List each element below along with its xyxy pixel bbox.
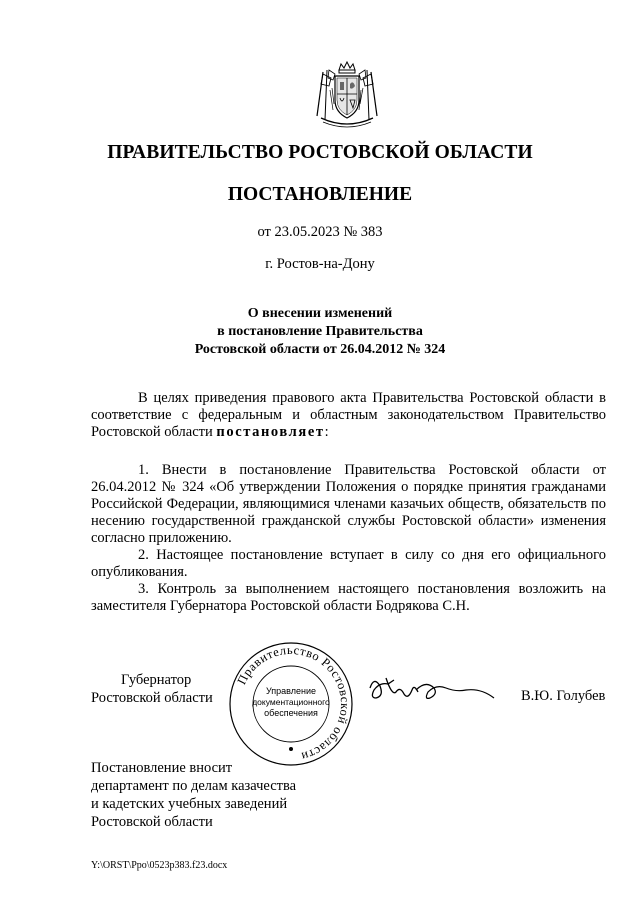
signer-name: В.Ю. Голубев bbox=[521, 688, 606, 704]
handwritten-signature bbox=[366, 668, 498, 710]
subject-line-2: в постановление Правительства bbox=[217, 324, 423, 339]
stamp-inner-line-3: обеспечения bbox=[264, 708, 318, 718]
stamp-inner-line-1: Управление bbox=[265, 686, 317, 696]
position-line-1: Губернатор bbox=[121, 672, 192, 688]
subject-line-1: О внесении изменений bbox=[247, 306, 393, 321]
intro-colon: : bbox=[324, 424, 329, 440]
document-type-title: ПОСТАНОВЛЕНИЕ bbox=[227, 184, 413, 205]
intro-paragraph bbox=[91, 390, 606, 441]
submitter-line-4: Ростовской области bbox=[91, 814, 213, 830]
organization-title: ПРАВИТЕЛЬСТВО РОСТОВСКОЙ ОБЛАСТИ bbox=[107, 142, 533, 163]
decree-item: 1. Внести в постановление Правительства Ростовской области от 26.04.2012 № 324 «Об утверждении Положения о порядке принятия гражданами Российской Федерации, являющимися членами казачьих обществ, обязательств по несению государственной гражданской службы Ростовской области» изменения согласно приложению. bbox=[91, 462, 606, 546]
document-subject bbox=[0, 305, 640, 359]
submitter-line-2: департамент по делам казачества bbox=[91, 778, 297, 794]
official-stamp bbox=[228, 641, 354, 767]
coat-of-arms-icon bbox=[313, 60, 381, 132]
stamp-outer-text: Правительство Ростовской области bbox=[234, 642, 353, 764]
signatory-position bbox=[91, 671, 213, 707]
decree-keyword: постановляет bbox=[216, 424, 325, 440]
subject-line-3: Ростовской области от 26.04.2012 № 324 bbox=[194, 342, 446, 357]
submitter-block bbox=[91, 759, 296, 831]
decree-items bbox=[91, 462, 606, 615]
submitter-line-3: и кадетских учебных заведений bbox=[91, 796, 288, 812]
city-line: г. Ростов-на-Дону bbox=[265, 256, 375, 272]
position-line-2: Ростовской области bbox=[91, 690, 213, 706]
decree-item: 2. Настоящее постановление вступает в силу со дня его официального опубликования. bbox=[91, 547, 606, 580]
intro-text: В целях приведения правового акта Правительства Ростовской области в соответствие с федеральным и областным законодательством Правительство Ростовской области bbox=[91, 390, 606, 440]
decree-item: 3. Контроль за выполнением настоящего постановления возложить на заместителя Губернатора Ростовской области Бодрякова С.Н. bbox=[91, 581, 606, 614]
stamp-inner-line-2: документационного bbox=[252, 697, 330, 707]
file-path: Y:\ORST\Ppo\0523p383.f23.docx bbox=[91, 860, 228, 871]
date-and-number: от 23.05.2023 № 383 bbox=[257, 224, 383, 240]
submitter-line-1: Постановление вносит bbox=[91, 760, 233, 776]
